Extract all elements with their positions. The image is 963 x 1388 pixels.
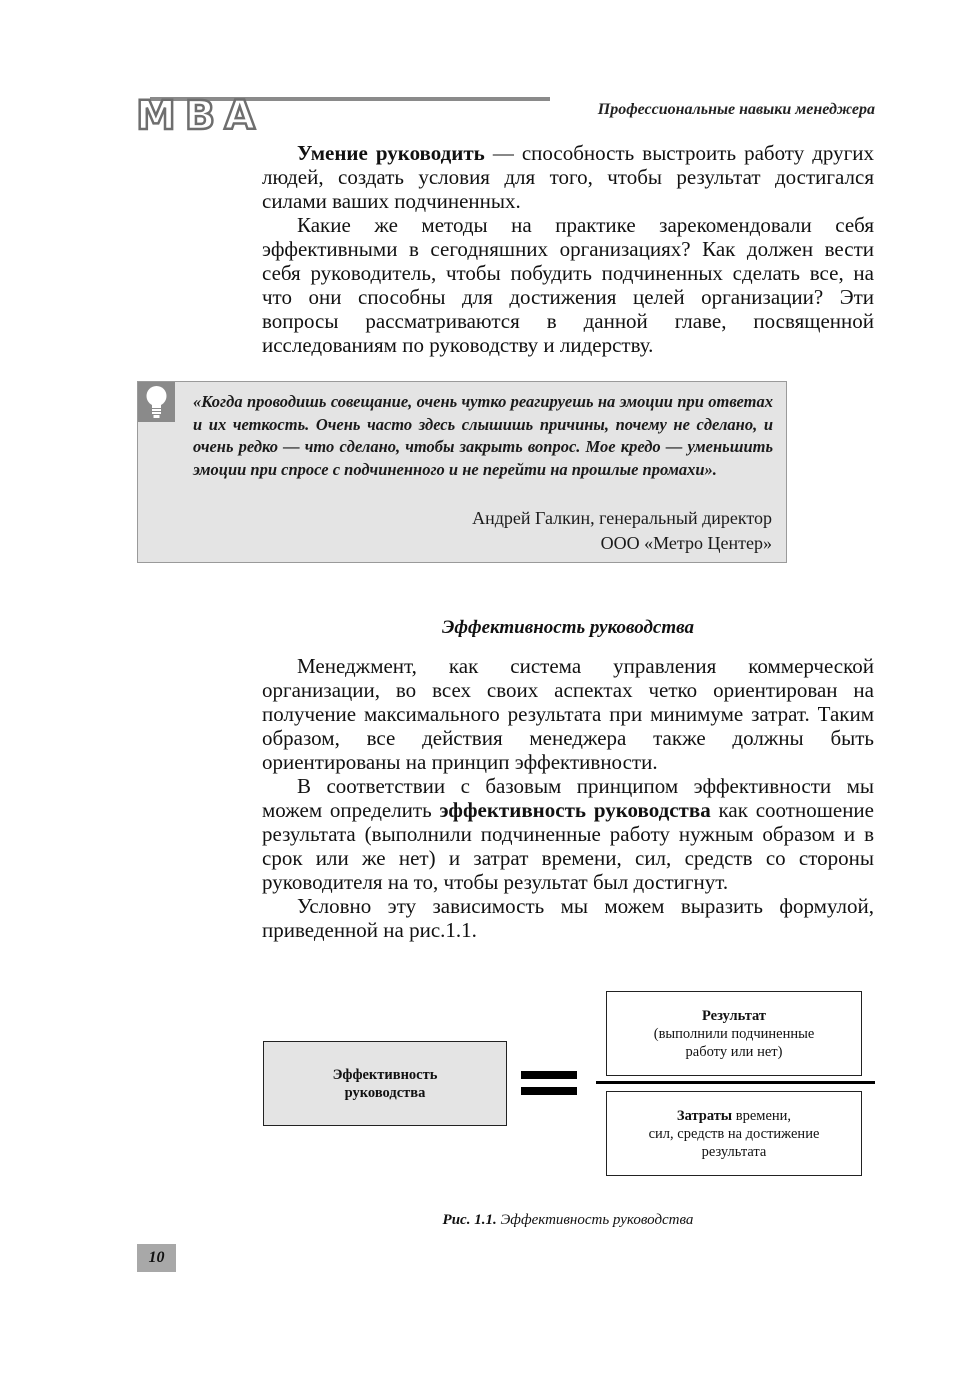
intro-paragraph-2: Какие же методы на практике зарекомендовали себя эффективными в сегодняшних организациях? Как должен вести себя руководитель, чтобы побудить подчиненных сделать все, на что они способны для достижения целей организации? Эти вопросы рассматриваются в данной главе, посвященной исследованиям по руководству и лидерству. [262, 213, 874, 357]
quote-author-company: ООО «Метро Центер» [600, 533, 772, 553]
intro-paragraph-1-text: — способность выстроить работу других людей, создать условия для того, чтобы результат достигался силами ваших подчиненных. [262, 141, 874, 213]
lightbulb-icon [138, 382, 175, 422]
section-body [262, 654, 874, 942]
section-paragraph-2-end: как соотношение результата (выполнили подчиненные работу нужным образом и в срок или же нет) и затрат времени, сил, средств со стороны руководителя на то, чтобы результат был достигнут. [262, 798, 874, 894]
diagram-result-box [606, 991, 862, 1076]
diagram-result-line-2: работу или нет) [685, 1043, 783, 1060]
equals-sign-bottom-bar [521, 1087, 577, 1095]
diagram-costs-line-2: сил, средств на достижение [648, 1125, 820, 1142]
intro-paragraph-1 [262, 141, 874, 213]
diagram-effectiveness-box [263, 1041, 507, 1126]
intro-text [262, 141, 874, 357]
section-paragraph-3: Условно эту зависимость мы можем выразить формулой, приведенной на рис.1.1. [262, 894, 874, 942]
quote-author [472, 506, 772, 556]
figure-caption-text: Эффективность руководства [496, 1212, 694, 1228]
running-title: Профессиональные навыки менеджера [597, 101, 875, 118]
section-paragraph-1: Менеджмент, как система управления коммерческой организации, во всех своих аспектах четко ориентирован на получение максимального результата при минимуме затрат. Таким образом, все действия менеджера также должны быть ориентированы на принцип эффективности. [262, 654, 874, 774]
quote-text: «Когда проводишь совещание, очень чутко реагируешь на эмоции при ответах и их четкость. Очень часто здесь слышишь причины, почему не сделано, и очень редко — что сделано, чтобы закрыть вопрос. Мое кредо — уменьшить эмоции при спросе с подчиненного и не перейти на прошлые промахи». [193, 392, 773, 479]
quote-author-name: Андрей Галкин, генеральный директор [472, 508, 772, 528]
mba-logo: MBA [136, 93, 265, 139]
fraction-line [596, 1081, 875, 1084]
figure-caption-label: Рис. 1.1. [442, 1212, 497, 1228]
section-paragraph-2-start: В соответствии с базовым принципом эффективности мы можем определить [262, 774, 874, 822]
diagram-costs-line-1-rest: времени, [732, 1107, 792, 1124]
section-heading: Эффективность руководства [442, 617, 694, 638]
page-number: 10 [137, 1244, 176, 1272]
section-paragraph-2 [262, 774, 874, 894]
diagram-result-line-1: (выполнили подчиненные [653, 1025, 815, 1042]
term-leadership-skill: Умение руководить [297, 141, 485, 165]
diagram-result-title: Результат [701, 1007, 767, 1024]
diagram-effectiveness-line-1: Эффективность [332, 1066, 438, 1083]
diagram-costs-line-3: результата [701, 1143, 767, 1160]
diagram-costs-title: Затраты [676, 1107, 733, 1124]
diagram-costs-line-1 [677, 1107, 791, 1125]
term-leadership-effectiveness: эффективность руководства [439, 798, 711, 822]
diagram-costs-box [606, 1091, 862, 1176]
quote-box [137, 381, 787, 563]
figure-caption [262, 1212, 874, 1229]
equals-sign-top-bar [521, 1071, 577, 1079]
diagram-effectiveness-line-2: руководства [344, 1084, 426, 1101]
